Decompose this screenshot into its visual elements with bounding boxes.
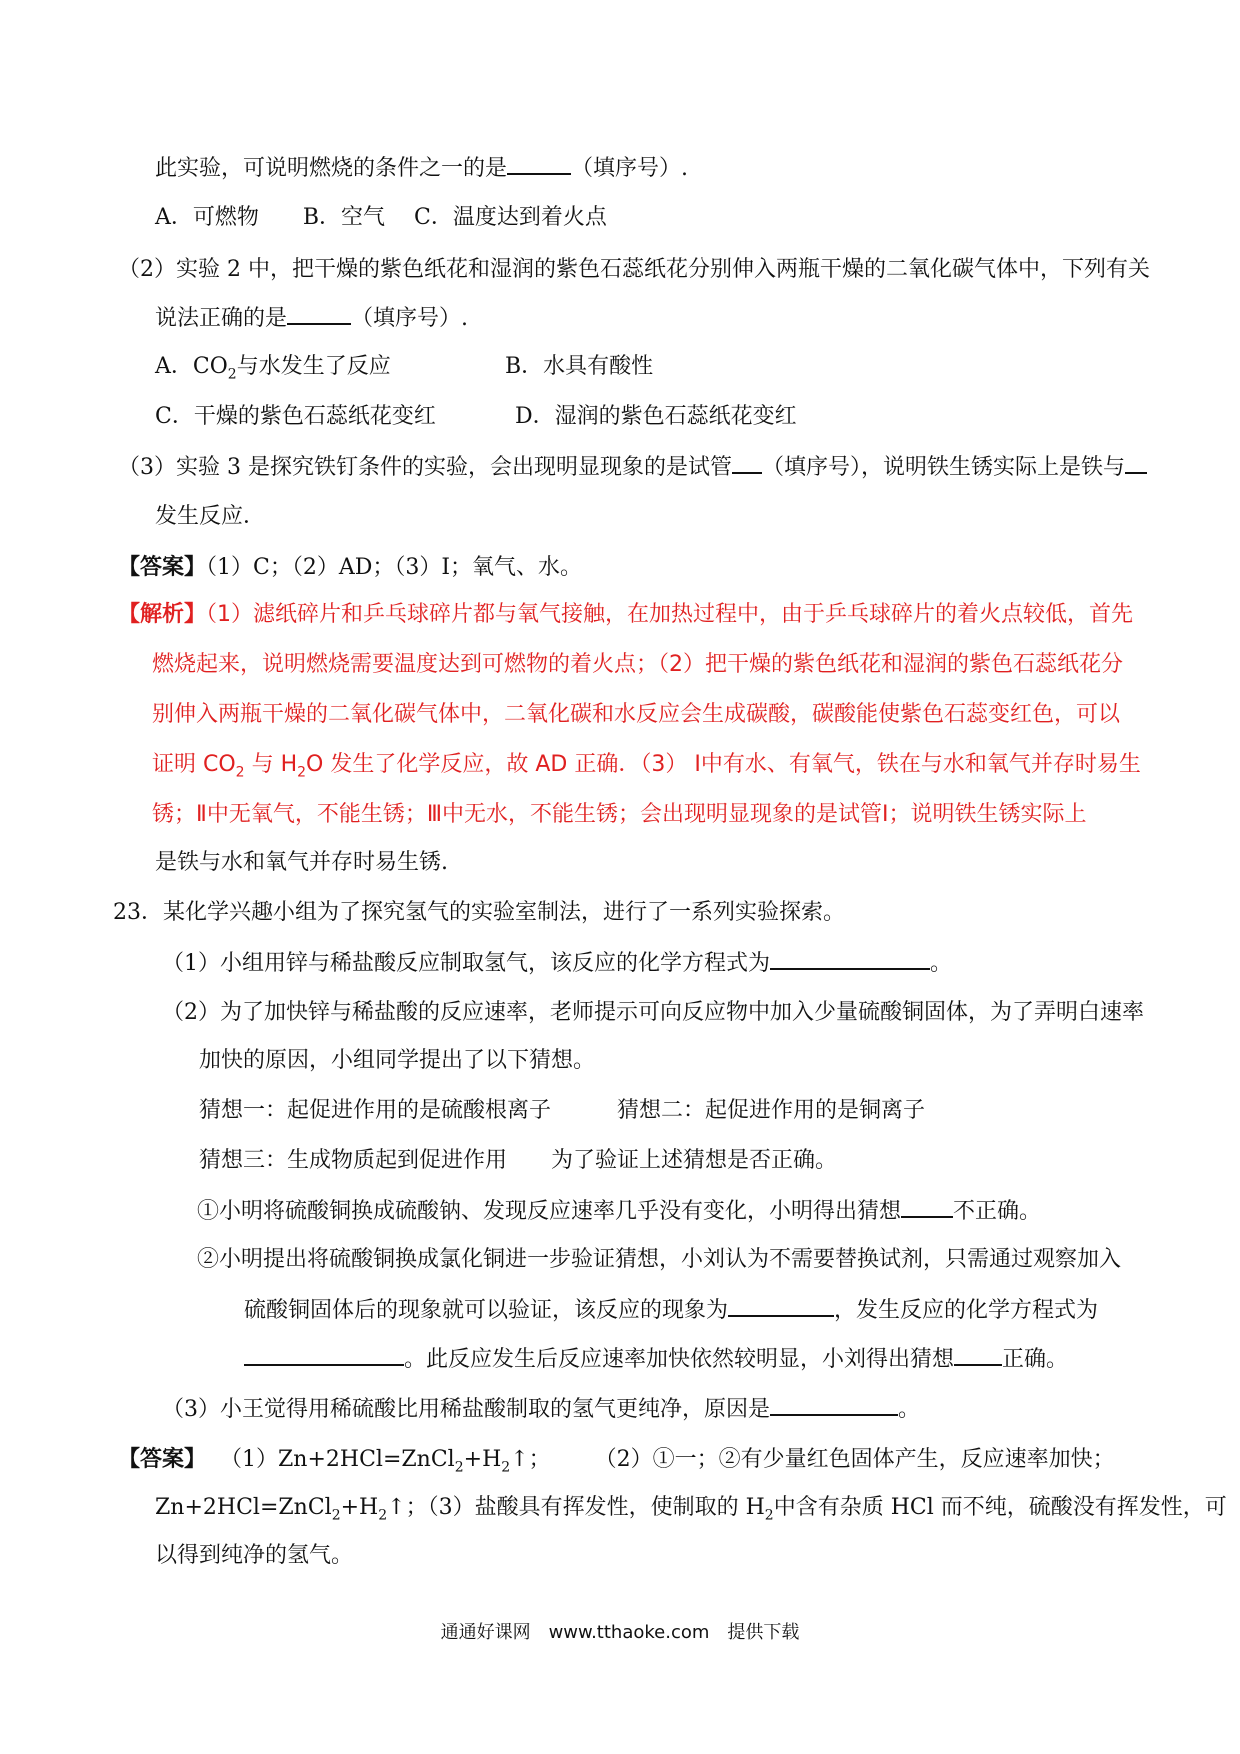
answer-blank: [770, 1394, 898, 1416]
answer-blank: [507, 153, 571, 175]
q22-explanation-line2: 燃烧起来，说明燃烧需要温度达到可燃物的着火点；（2）把干燥的紫色纸花和湿润的紫色石蕊纸花分: [152, 652, 1124, 677]
q22-options-1: A．可燃物 B．空气 C．温度达到着火点: [155, 205, 607, 230]
q22-explanation-line3: 别伸入两瓶干燥的二氧化碳气体中，二氧化碳和水反应会生成碳酸，碳酸能使紫色石蕊变红色，可以: [152, 702, 1121, 727]
q23-step2-line3: 。此反应发生后反应速率加快依然较明显，小刘得出猜想 正确。: [244, 1344, 1068, 1375]
answer-blank: [901, 1196, 953, 1218]
answer-blank: [1125, 452, 1147, 474]
q23-step1: ①小明将硫酸铜换成硫酸钠、发现反应速率几乎没有变化，小明得出猜想 不正确。: [197, 1196, 1041, 1227]
q23-guesses-1-2: 猜想一：起促进作用的是硫酸根离子 猜想二：起促进作用的是铜离子: [199, 1098, 926, 1123]
answer-blank: [244, 1344, 404, 1366]
page-footer: 通通好课网 www.tthaoke.com 提供下载: [440, 1622, 800, 1643]
q23-part2-line1: （2）为了加快锌与稀盐酸的反应速率，老师提示可向反应物中加入少量硫酸铜固体，为了弄明白速率: [162, 1000, 1145, 1025]
q23-answer-line1: 【答案】 $(1)Zn+2HCl=ZnCl_2+H_2↑$； （2）①一；②有少量红色固体产生，反应速率加快；: [118, 1446, 1115, 1476]
q22-explanation-line4: 证明 $CO_2$ 与 $H_2O$ 发生了化学反应，故 AD 正确．（3） Ⅰ中有水、有氧气，铁在与水和氧气并存时易生: [152, 752, 1141, 781]
q22-answer: 【答案】（1）C；（2）AD；（3）I；氧气、水。: [118, 554, 583, 580]
q22-explanation-line1: 【解析】（1）滤纸碎片和乒乓球碎片都与氧气接触，在加热过程中，由于乒乓球碎片的着火点较低，首先: [118, 602, 1134, 627]
answer-blank: [732, 452, 762, 474]
q23-answer-line2: $Zn+2HCl=ZnCl_2+H_2↑$；（3）盐酸具有挥发性，使制取的 $H_2$中含有杂质 HCl 而不纯，硫酸没有挥发性，可: [155, 1495, 1227, 1524]
q22-part3-line1: （3）实验 3 是探究铁钉条件的实验，会出现明显现象的是试管 （填序号），说明铁生锈实际上是铁与: [118, 452, 1147, 483]
q23-title: 23．某化学兴趣小组为了探究氢气的实验室制法，进行了一系列实验探索。: [113, 900, 845, 925]
q23-step2-line1: ②小明提出将硫酸铜换成氯化铜进一步验证猜想，小刘认为不需要替换试剂，只需通过观察加入: [197, 1247, 1122, 1272]
answer-blank: [287, 303, 351, 325]
q23-part2-line2: 加快的原因，小组同学提出了以下猜想。: [199, 1048, 596, 1073]
q22-explanation-line5: 锈；Ⅱ中无氧气，不能生锈；Ⅲ中无水，不能生锈；会出现明显现象的是试管Ⅰ；说明铁生锈实际上: [152, 802, 1087, 827]
q22-line1: 此实验，可说明燃烧的条件之一的是 （填序号）.: [155, 153, 688, 184]
q22-explanation-line6: 是铁与水和氧气并存时易生锈.: [155, 850, 448, 875]
q22-part2-line1: （2）实验 2 中，把干燥的紫色纸花和湿润的紫色石蕊纸花分别伸入两瓶干燥的二氧化碳气体中，下列有关: [118, 257, 1150, 282]
q22-option-d: D．湿润的紫色石蕊纸花变红: [515, 404, 797, 429]
q22-part2-line2: 说法正确的是 （填序号）.: [155, 303, 468, 334]
q23-part3: （3）小王觉得用稀硫酸比用稀盐酸制取的氢气更纯净，原因是 。: [162, 1394, 920, 1425]
q22-part3-line2: 发生反应．: [155, 504, 266, 529]
q22-option-c: C．干燥的紫色石蕊纸花变红: [155, 404, 436, 429]
answer-blank: [728, 1295, 834, 1317]
answer-blank: [954, 1344, 1002, 1366]
q23-answer-line3: 以得到纯净的氢气。: [155, 1543, 354, 1568]
answer-blank: [770, 948, 930, 970]
q22-option-b: B．水具有酸性: [505, 354, 654, 379]
q23-step2-line2: 硫酸铜固体后的现象就可以验证，该反应的现象为 ，发生反应的化学方程式为: [244, 1295, 1098, 1326]
q23-guess-3: 猜想三：生成物质起到促进作用 为了验证上述猜想是否正确。: [199, 1148, 838, 1173]
q22-option-a: A．$CO_2$与水发生了反应: [155, 354, 391, 383]
q23-part1: （1）小组用锌与稀盐酸反应制取氢气，该反应的化学方程式为 。: [162, 948, 952, 979]
